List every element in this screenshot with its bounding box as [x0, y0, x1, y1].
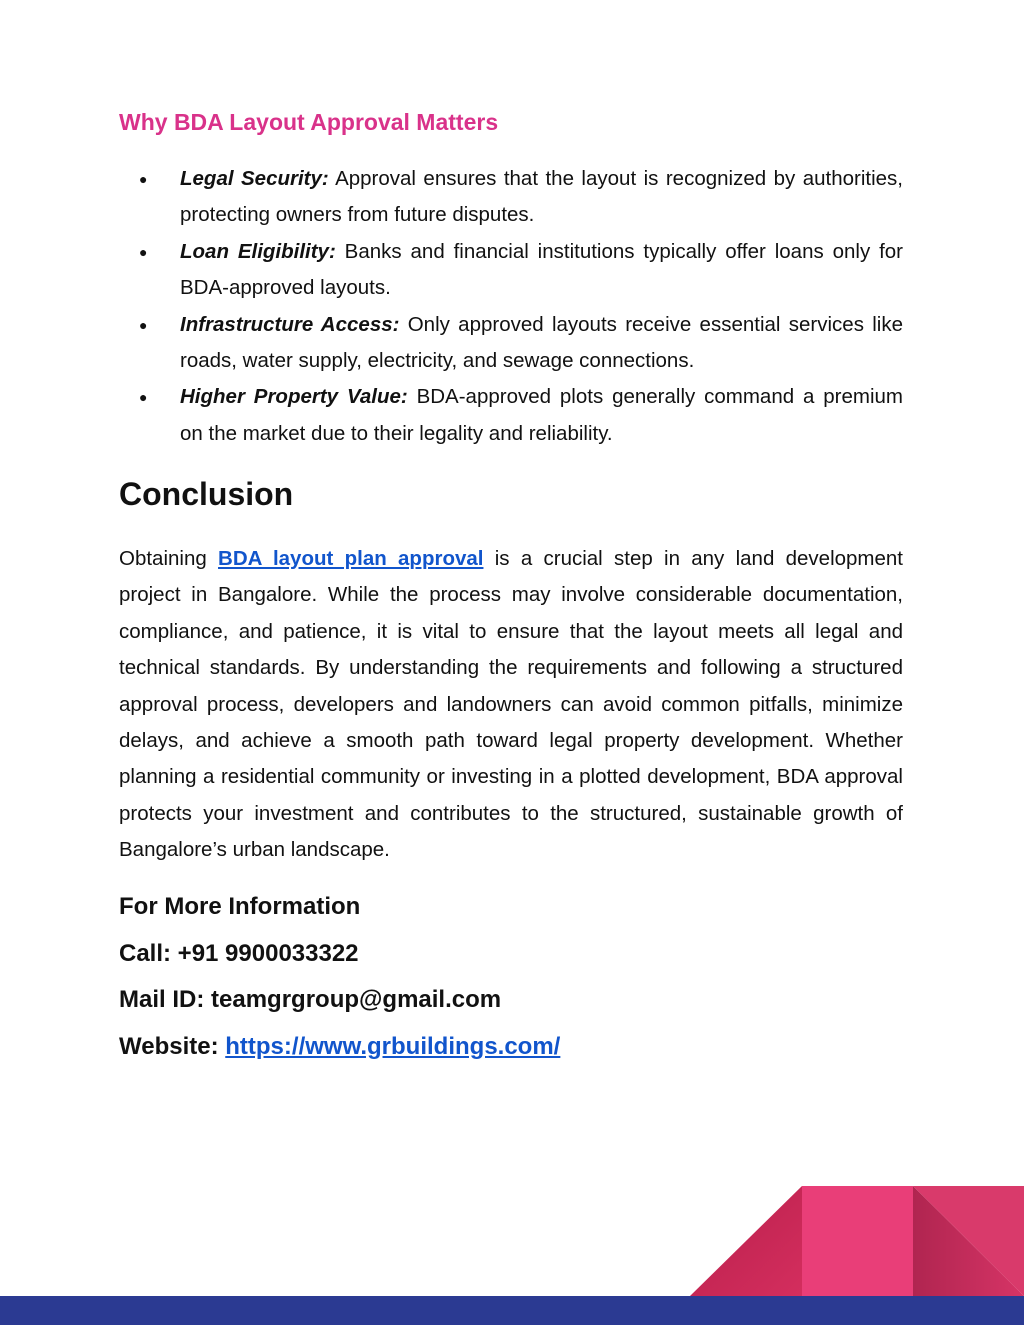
- bullet-term: Legal Security:: [180, 167, 329, 190]
- bullet-dot-icon: ●: [139, 316, 148, 333]
- bullet-text: Banks and financial institutions typically offer loans only for BDA-approved layouts.: [180, 239, 904, 300]
- bullet-term: Loan Eligibility:: [180, 239, 336, 263]
- bullet-text: BDA-approved plots generally command a premium on the market due to their legality and reliability.: [180, 385, 903, 445]
- website-label: Website:: [119, 1032, 226, 1060]
- footer-crimson-triangle: [690, 1186, 802, 1296]
- conclusion-title: Conclusion: [119, 476, 294, 512]
- footer-bar: [0, 1296, 1024, 1325]
- footer-pink-block: [802, 1186, 913, 1296]
- contact-call: Call: +91 9900033322: [119, 939, 359, 967]
- bullet-text: Only approved layouts receive essential services like roads, water supply, electricity, and sewage connections.: [180, 312, 903, 373]
- bda-approval-link[interactable]: BDA layout plan approval: [218, 547, 484, 570]
- section-heading: Why BDA Layout Approval Matters: [119, 109, 499, 135]
- bullet-dot-icon: ●: [139, 243, 148, 260]
- bullet-dot-icon: ●: [139, 171, 148, 187]
- contact-mail: Mail ID: teamgrgroup@gmail.com: [119, 986, 502, 1013]
- paragraph-text: is a crucial step in any land development project in Bangalore. While the process may involve considerable documentation, compliance, and patience, it is vital to ensure that the layout meets all legal and technical standards. By understanding the requirements and following a structured approval process, developers and landowners can avoid common pitfalls, minimize delays, and achieve a smooth path toward legal property development. Whether planning a residential community or investing in a plotted development, BDA approval protects your investment and contributes to the structured, sustainable growth of Bangalore’s urban landscape.: [119, 547, 903, 862]
- contact-heading: For More Information: [119, 893, 361, 920]
- bullet-dot-icon: ●: [139, 389, 148, 406]
- paragraph-text: Obtaining: [119, 547, 219, 570]
- bullet-term: Infrastructure Access:: [180, 312, 400, 336]
- bullet-term: Higher Property Value:: [180, 385, 408, 409]
- website-link[interactable]: https://www.grbuildings.com/: [225, 1032, 561, 1060]
- bullet-text: Approval ensures that the layout is recognized by authorities, protecting owners from future disputes.: [180, 167, 903, 227]
